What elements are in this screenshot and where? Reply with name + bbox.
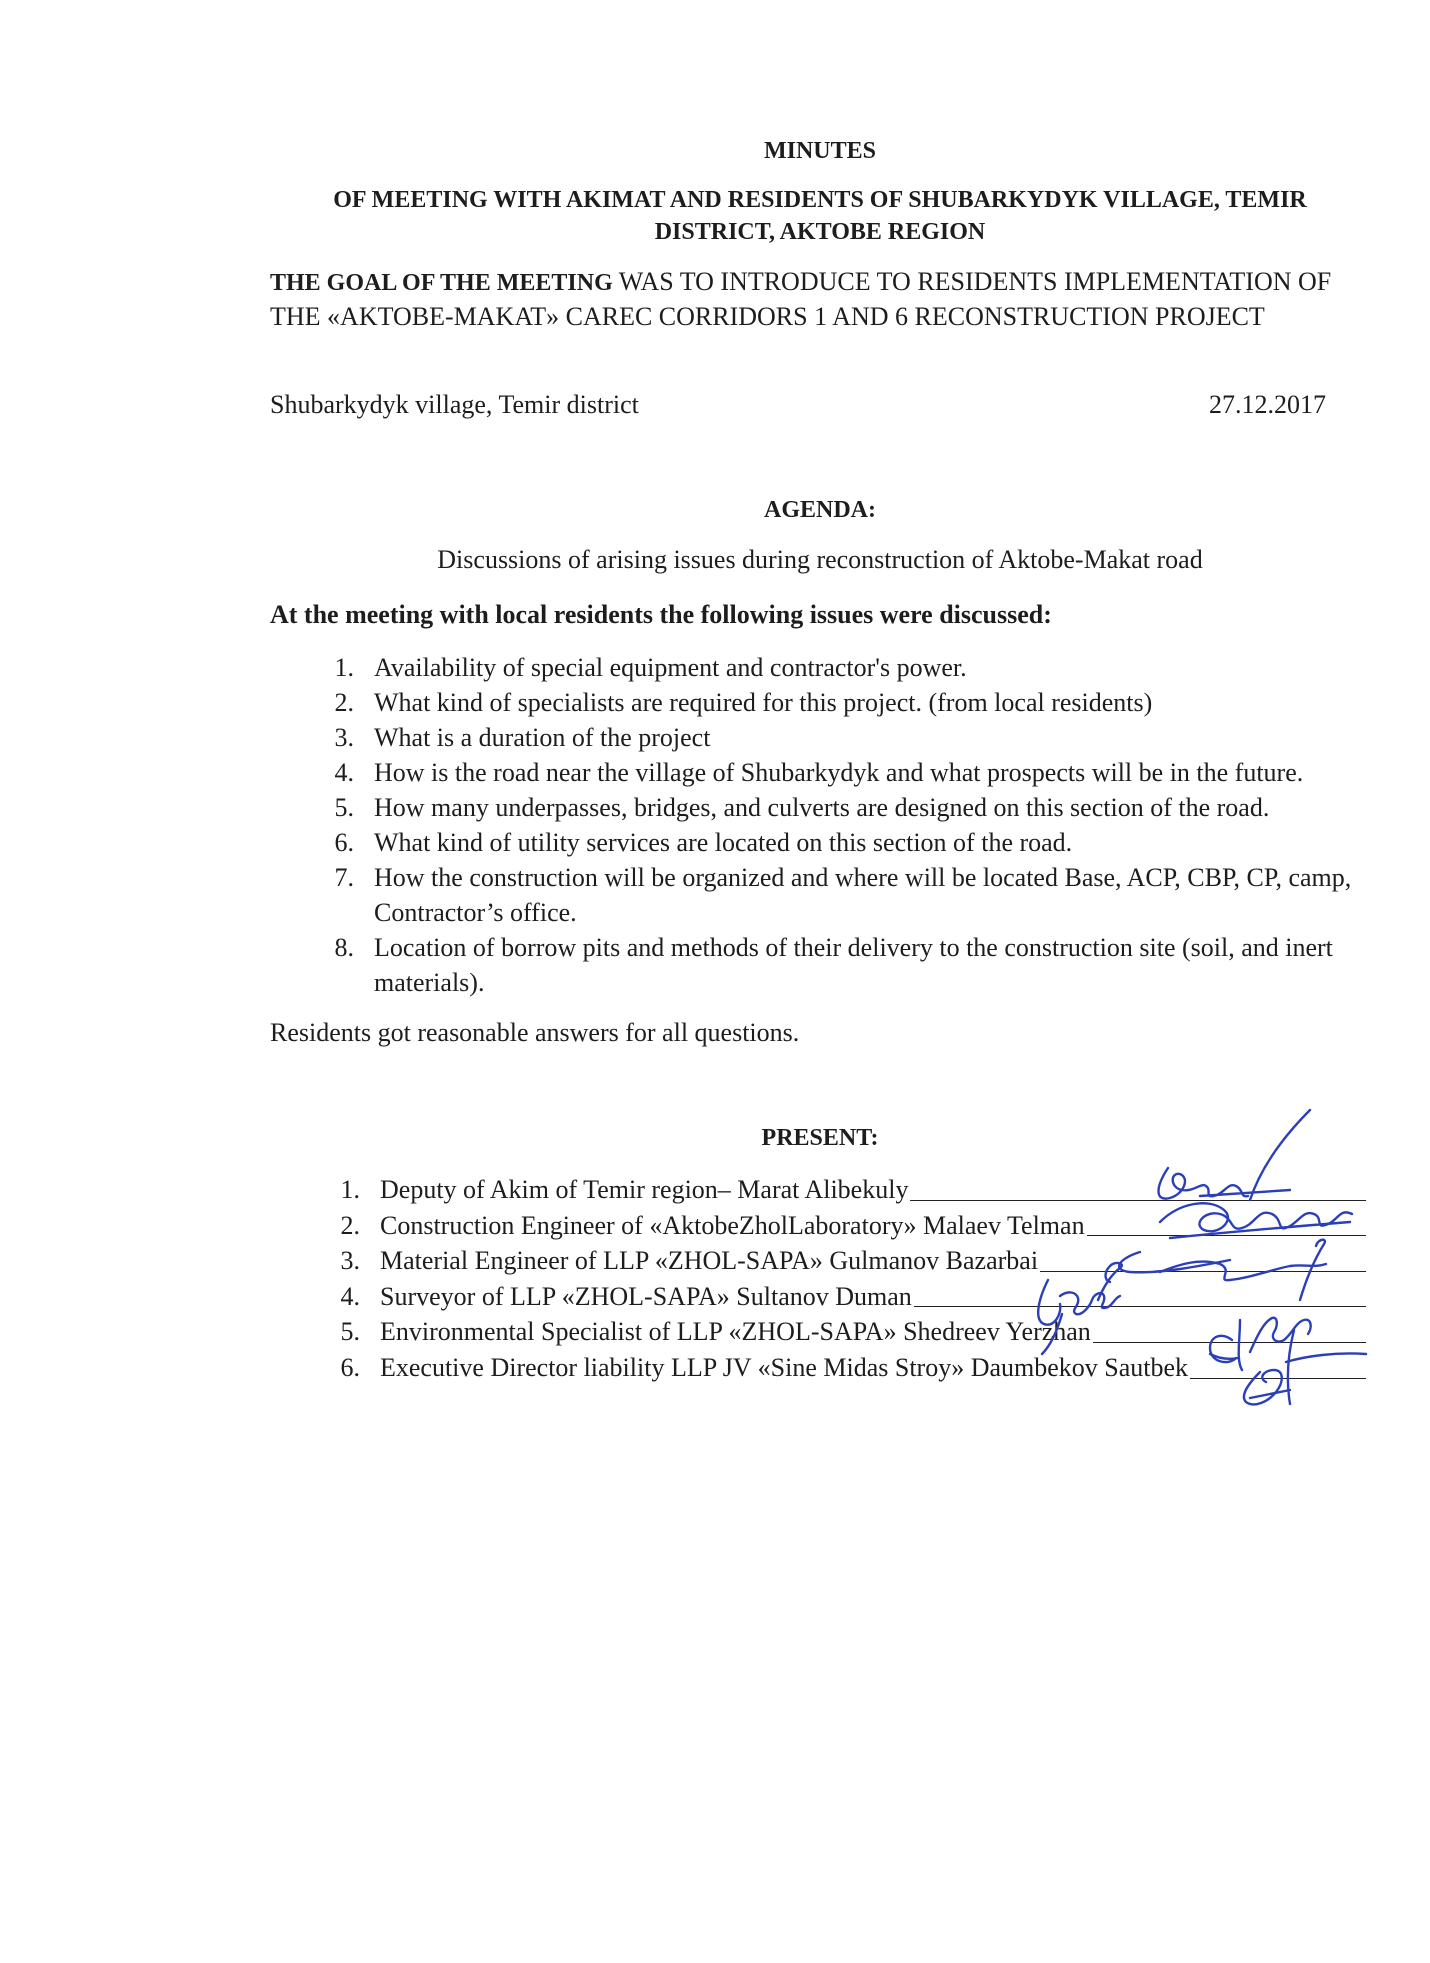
attendee-name: Construction Engineer of «AktobeZholLaboratory» Malaev Telman — [380, 1210, 1085, 1240]
attendee-row — [306, 1279, 1366, 1315]
meeting-place: Shubarkydyk village, Temir district — [270, 390, 639, 419]
item-number: 3. — [334, 723, 354, 752]
list-item — [300, 790, 1360, 825]
list-item — [300, 755, 1360, 790]
signature-line — [910, 1172, 1366, 1201]
item-number: 8. — [334, 933, 354, 962]
item-text: What is a duration of the project — [374, 723, 711, 752]
attendee-name: Surveyor of LLP «ZHOL-SAPA» Sultanov Duman — [380, 1281, 912, 1311]
signature-line — [1093, 1314, 1366, 1343]
item-text: How many underpasses, bridges, and culverts are designed on this section of the road. — [374, 793, 1270, 822]
list-item — [300, 825, 1360, 860]
goal-text: WAS TO INTRODUCE TO RESIDENTS IMPLEMENTATION OF THE «AKTOBE-MAKAT» CAREC CORRIDORS 1 AND 6 RECONSTRUCTION PROJECT — [270, 267, 1332, 331]
item-text: How the construction will be organized and where will be located Base, ACP, CBP, CP, camp, Contractor’s office. — [374, 863, 1352, 927]
meeting-goal — [270, 265, 1350, 334]
attendee-row — [306, 1314, 1366, 1350]
issues-list — [300, 650, 1360, 1000]
item-text: Location of borrow pits and methods of their delivery to the construction site (soil, and inert materials). — [374, 933, 1333, 997]
goal-lead: THE GOAL OF THE MEETING — [270, 270, 613, 296]
attendee-row — [306, 1208, 1366, 1244]
signature-line — [914, 1279, 1366, 1308]
present-title: PRESENT: — [761, 1125, 879, 1151]
item-number: 2. — [340, 1210, 360, 1240]
item-number: 6. — [334, 828, 354, 857]
agenda-title: AGENDA: — [764, 497, 876, 523]
list-item — [300, 720, 1360, 755]
agenda-text: Discussions of arising issues during reconstruction of Aktobe-Makat road — [437, 545, 1203, 574]
meeting-date: 27.12.2017 — [1209, 390, 1326, 419]
conclusion-text: Residents got reasonable answers for all questions. — [270, 1018, 800, 1047]
list-item — [300, 930, 1360, 1000]
item-number: 5. — [340, 1317, 360, 1347]
item-number: 7. — [334, 863, 354, 892]
item-text: Availability of special equipment and contractor's power. — [374, 653, 967, 682]
item-number: 2. — [334, 688, 354, 717]
item-number: 5. — [334, 793, 354, 822]
attendee-name: Executive Director liability LLP JV «Sine Midas Stroy» Daumbekov Sautbek — [380, 1352, 1189, 1382]
item-number: 3. — [340, 1246, 360, 1276]
document-subtitle: OF MEETING WITH AKIMAT AND RESIDENTS OF SHUBARKYDYK VILLAGE, TEMIR DISTRICT, AKTOBE REGION — [333, 187, 1307, 245]
list-item — [300, 650, 1360, 685]
list-item — [300, 860, 1360, 930]
item-number: 1. — [334, 653, 354, 682]
attendees-list — [306, 1172, 1366, 1386]
attendee-row — [306, 1172, 1366, 1208]
attendee-name: Material Engineer of LLP «ZHOL-SAPA» Gulmanov Bazarbai — [380, 1246, 1039, 1276]
list-item — [300, 685, 1360, 720]
item-number: 4. — [334, 758, 354, 787]
item-number: 6. — [340, 1352, 360, 1382]
item-text: How is the road near the village of Shubarkydyk and what prospects will be in the future. — [374, 758, 1304, 787]
attendee-name: Deputy of Akim of Temir region– Marat Alibekuly — [380, 1175, 909, 1204]
item-number: 1. — [340, 1175, 360, 1204]
item-text: What kind of utility services are located on this section of the road. — [374, 828, 1073, 857]
item-text: What kind of specialists are required for this project. (from local residents) — [374, 688, 1153, 717]
attendee-name: Environmental Specialist of LLP «ZHOL-SAPA» Shedreev Yerzhan — [380, 1317, 1091, 1347]
signature-line — [1190, 1350, 1366, 1379]
document-title: MINUTES — [763, 138, 877, 164]
attendee-row — [306, 1243, 1366, 1279]
attendee-row — [306, 1350, 1366, 1386]
signature-line — [1087, 1208, 1366, 1237]
signature-line — [1040, 1243, 1366, 1272]
issues-heading: At the meeting with local residents the following issues were discussed: — [270, 600, 1052, 629]
item-number: 4. — [340, 1281, 360, 1311]
